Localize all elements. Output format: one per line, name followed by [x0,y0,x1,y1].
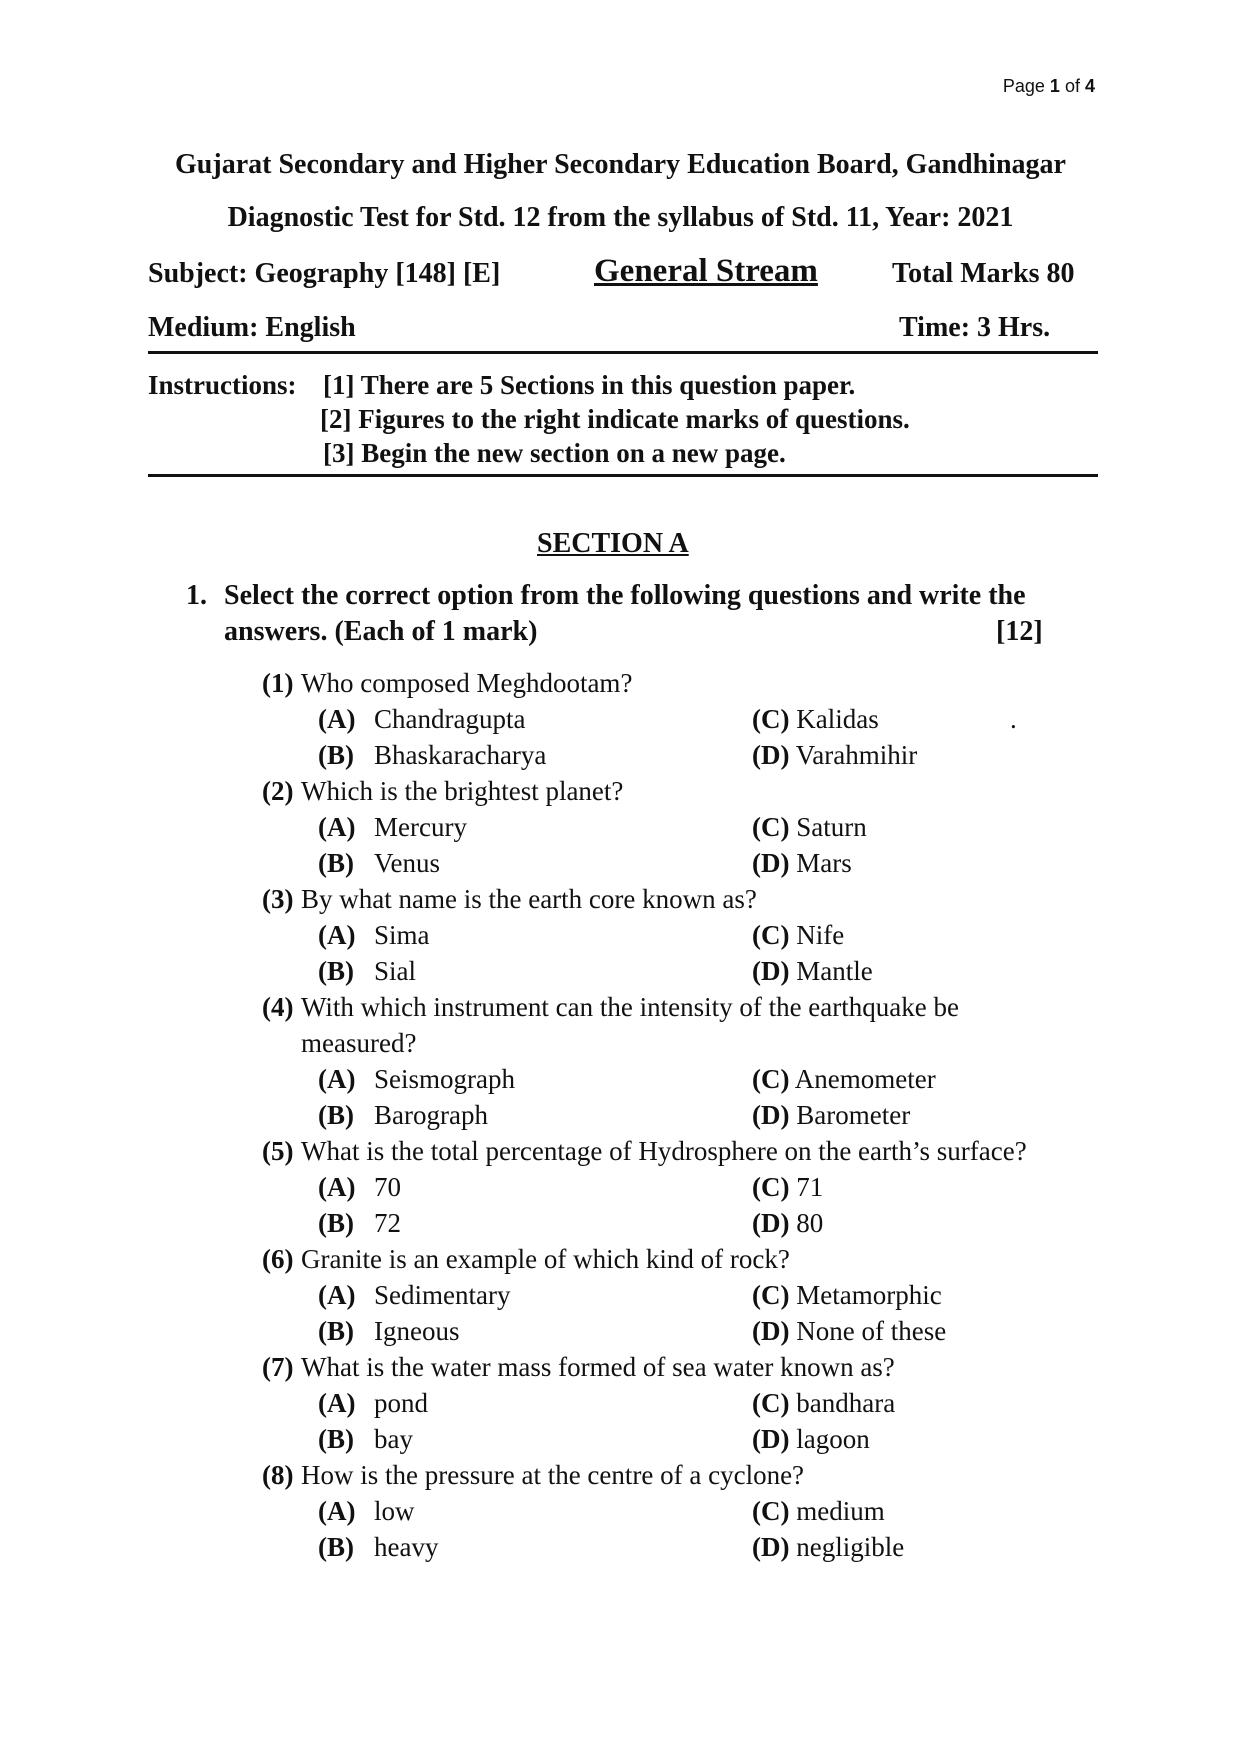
option-label: (A) [318,1496,356,1526]
question-number: 1. [186,580,207,611]
option-text: low [374,1496,415,1526]
question-8-number: (8) [262,1460,294,1490]
option-label: (A) [318,1064,356,1094]
option-label: (D) [752,956,790,986]
option-text: Mantle [789,956,873,986]
question-2-option-a [318,812,467,843]
instructions-divider [148,474,1098,477]
question-2-option-b [318,848,440,879]
question-3-number: (3) [262,884,294,914]
test-title: Diagnostic Test for Std. 12 from the syllabus of Std. 11, Year: 2021 [227,202,1014,233]
header-divider [148,351,1098,354]
option-label: (D) [752,740,790,770]
option-text: 70 [374,1172,401,1202]
option-text: Nife [789,920,845,950]
option-label: (C) [752,1064,790,1094]
question-2-option-d [752,848,852,879]
question-7-option-b [318,1424,413,1455]
option-label: (D) [752,1208,790,1238]
instruction-1: [1] There are 5 Sections in this question paper. [323,370,856,400]
question-5-option-d [752,1208,823,1239]
question-6-text: Granite is an example of which kind of rock? [301,1244,790,1274]
question-6-option-a [318,1280,510,1311]
question-2-option-c [752,812,867,843]
option-text: lagoon [789,1424,870,1454]
option-text: Mercury [374,812,467,842]
option-label: (B) [318,1316,354,1346]
option-label: (C) [752,704,790,734]
question-6-option-d [752,1316,946,1347]
question-2-text: Which is the brightest planet? [301,776,624,806]
option-label: (D) [752,1100,790,1130]
option-text: None of these [789,1316,947,1346]
option-text: Barometer [789,1100,911,1130]
question-6-option-b [318,1316,459,1347]
option-text: Anemometer [789,1064,936,1094]
option-text: Sial [374,956,417,986]
question-8-option-d [752,1532,904,1563]
option-text: heavy [374,1532,439,1562]
option-label: (A) [318,1280,356,1310]
question-5-text: What is the total percentage of Hydrosphere on the earth’s surface? [301,1136,1027,1166]
question-marks: [12] [996,616,1043,647]
question-7-option-d [752,1424,870,1455]
board-title: Gujarat Secondary and Higher Secondary Education Board, Gandhinagar [175,149,1066,180]
question-5-option-c [752,1172,823,1203]
option-label: (A) [318,812,356,842]
question-4-text: With which instrument can the intensity of the earthquake be [301,992,959,1022]
question-4-option-d [752,1100,910,1131]
instruction-2: [2] Figures to the right indicate marks of questions. [320,404,910,434]
option-text: Igneous [374,1316,460,1346]
question-1-option-c [752,704,879,735]
option-label: (A) [318,1388,356,1418]
question-8-option-a [318,1496,415,1527]
option-label: (C) [752,1496,790,1526]
option-text: pond [374,1388,428,1418]
option-text: bandhara [789,1388,896,1418]
option-label: (B) [318,1208,354,1238]
option-text: Varahmihir [789,740,918,770]
page-prefix: Page [1002,76,1045,96]
page-of: of [1064,76,1080,96]
option-label: (B) [318,1100,354,1130]
option-text: Sedimentary [374,1280,511,1310]
option-label: (D) [752,1424,790,1454]
question-3-text: By what name is the earth core known as? [301,884,757,914]
option-label: (D) [752,848,790,878]
question-4-option-b [318,1100,488,1131]
time-label: Time: 3 Hrs. [899,312,1051,343]
question-1-option-d [752,740,917,771]
option-text: Chandragupta [374,704,526,734]
option-label: (D) [752,1532,790,1562]
question-1-text: Who composed Meghdootam? [301,668,633,698]
medium-label: Medium: English [148,312,356,343]
option-label: (B) [318,848,354,878]
question-8-text: How is the pressure at the centre of a cyclone? [301,1460,805,1490]
question-7-number: (7) [262,1352,294,1382]
page-current: 1 [1049,76,1060,96]
question-1-stray-dot: . [1010,704,1017,734]
option-label: (A) [318,704,356,734]
option-label: (B) [318,740,354,770]
total-marks: Total Marks 80 [892,258,1075,289]
question-1-number: (1) [262,668,294,698]
question-2-number: (2) [262,776,294,806]
question-6-option-c [752,1280,942,1311]
subject-label: Subject: Geography [148] [E] [148,258,501,289]
question-7-option-a [318,1388,428,1419]
question-3-option-c [752,920,844,951]
question-3-option-b [318,956,416,987]
option-label: (C) [752,1280,790,1310]
question-5-number: (5) [262,1136,294,1166]
option-text: medium [789,1496,885,1526]
question-3-option-a [318,920,430,951]
option-text: Kalidas [789,704,879,734]
question-6-number: (6) [262,1244,294,1274]
option-text: bay [374,1424,413,1454]
option-text: Metamorphic [789,1280,942,1310]
question-1-option-a [318,704,525,735]
option-text: Saturn [789,812,867,842]
option-text: Mars [789,848,852,878]
option-text: Sima [374,920,430,950]
question-5-option-a [318,1172,401,1203]
option-label: (C) [752,1388,790,1418]
question-4-text-cont: measured? [301,1028,417,1058]
section-title: SECTION A [537,528,689,559]
option-text: 80 [789,1208,824,1238]
instruction-3: [3] Begin the new section on a new page. [323,438,786,468]
option-text: 71 [789,1172,824,1202]
question-4-option-c [752,1064,936,1095]
option-label: (C) [752,1172,790,1202]
option-label: (B) [318,1532,354,1562]
question-8-option-b [318,1532,438,1563]
option-label: (B) [318,956,354,986]
page-number [1003,76,1095,97]
option-label: (C) [752,812,790,842]
page-total: 4 [1084,76,1095,96]
question-line-1: Select the correct option from the following questions and write the [224,580,1026,611]
option-text: Bhaskaracharya [374,740,547,770]
option-text: Seismograph [374,1064,515,1094]
question-3-option-d [752,956,873,987]
stream-label: General Stream [594,253,818,289]
option-text: Barograph [374,1100,488,1130]
question-1-option-b [318,740,546,771]
question-5-option-b [318,1208,401,1239]
question-line-2: answers. (Each of 1 mark) [224,616,538,647]
question-8-option-c [752,1496,885,1527]
option-label: (D) [752,1316,790,1346]
option-label: (A) [318,1172,356,1202]
option-label: (A) [318,920,356,950]
question-4-option-a [318,1064,515,1095]
instructions-label: Instructions: [148,370,297,400]
option-label: (C) [752,920,790,950]
question-7-text: What is the water mass formed of sea water known as? [301,1352,895,1382]
question-7-option-c [752,1388,895,1419]
question-4-number: (4) [262,992,294,1022]
option-text: 72 [374,1208,401,1238]
option-text: Venus [374,848,440,878]
option-label: (B) [318,1424,354,1454]
option-text: negligible [789,1532,905,1562]
